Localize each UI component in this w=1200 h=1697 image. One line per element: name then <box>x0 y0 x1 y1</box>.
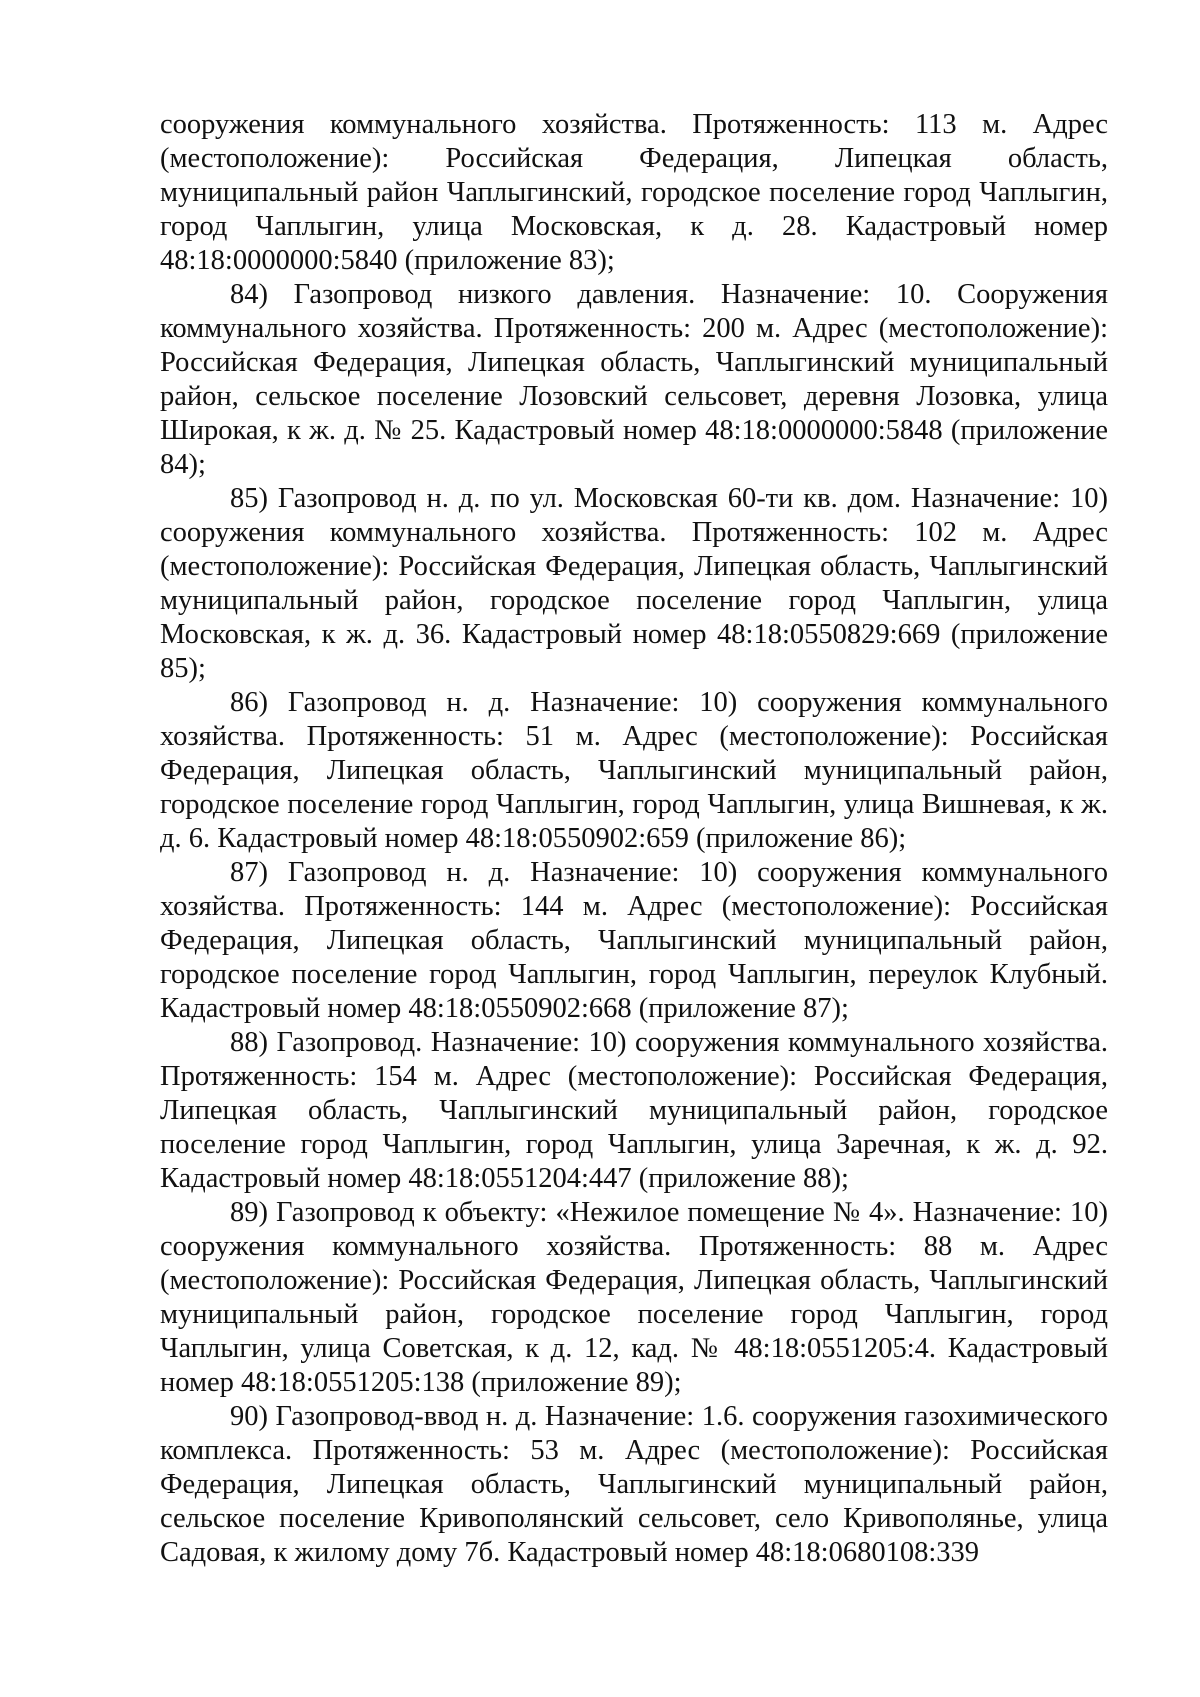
paragraph-item-84: 84) Газопровод низкого давления. Назначение: 10. Сооружения коммунального хозяйства. Протяженность: 200 м. Адрес (местоположение): Российская Федерация, Липецкая область, Чаплыгинский муниципальный район, сельское поселение Лозовский сельсовет, деревня Лозовка, улица Широкая, к ж. д. № 25. Кадастровый номер 48:18:0000000:5848 (приложение 84); <box>160 279 1108 480</box>
paragraph-item-88: 88) Газопровод. Назначение: 10) сооружения коммунального хозяйства. Протяженность: 154 м. Адрес (местоположение): Российская Федерация, Липецкая область, Чаплыгинский муниципальный район, городское поселение город Чаплыгин, город Чаплыгин, улица Заречная, к ж. д. 92. Кадастровый номер 48:18:0551204:447 (приложение 88); <box>160 1027 1108 1194</box>
document-body <box>160 108 1108 1570</box>
paragraph-item-85: 85) Газопровод н. д. по ул. Московская 60-ти кв. дом. Назначение: 10) сооружения коммунального хозяйства. Протяженность: 102 м. Адрес (местоположение): Российская Федерация, Липецкая область, Чаплыгинский муниципальный район, городское поселение город Чаплыгин, улица Московская, к ж. д. 36. Кадастровый номер 48:18:0550829:669 (приложение 85); <box>160 483 1108 684</box>
paragraph-item-86: 86) Газопровод н. д. Назначение: 10) сооружения коммунального хозяйства. Протяженность: 51 м. Адрес (местоположение): Российская Федерация, Липецкая область, Чаплыгинский муниципальный район, городское поселение город Чаплыгин, город Чаплыгин, улица Вишневая, к ж. д. 6. Кадастровый номер 48:18:0550902:659 (приложение 86); <box>160 687 1108 854</box>
paragraph-item-90: 90) Газопровод-ввод н. д. Назначение: 1.6. сооружения газохимического комплекса. Протяженность: 53 м. Адрес (местоположение): Российская Федерация, Липецкая область, Чаплыгинский муниципальный район, сельское поселение Кривополянский сельсовет, село Кривополянье, улица Садовая, к жилому дому 7б. Кадастровый номер 48:18:0680108:339 <box>160 1401 1108 1568</box>
paragraph-item-87: 87) Газопровод н. д. Назначение: 10) сооружения коммунального хозяйства. Протяженность: 144 м. Адрес (местоположение): Российская Федерация, Липецкая область, Чаплыгинский муниципальный район, городское поселение город Чаплыгин, город Чаплыгин, переулок Клубный. Кадастровый номер 48:18:0550902:668 (приложение 87); <box>160 857 1108 1024</box>
paragraph-item-83-continued: сооружения коммунального хозяйства. Протяженность: 113 м. Адрес (местоположение): Российская Федерация, Липецкая область, муниципальный район Чаплыгинский, городское поселение город Чаплыгин, город Чаплыгин, улица Московская, к д. 28. Кадастровый номер 48:18:0000000:5840 (приложение 83); <box>160 109 1108 276</box>
paragraph-item-89: 89) Газопровод к объекту: «Нежилое помещение № 4». Назначение: 10) сооружения коммунального хозяйства. Протяженность: 88 м. Адрес (местоположение): Российская Федерация, Липецкая область, Чаплыгинский муниципальный район, городское поселение город Чаплыгин, город Чаплыгин, улица Советская, к д. 12, кад. № 48:18:0551205:4. Кадастровый номер 48:18:0551205:138 (приложение 89); <box>160 1197 1108 1398</box>
